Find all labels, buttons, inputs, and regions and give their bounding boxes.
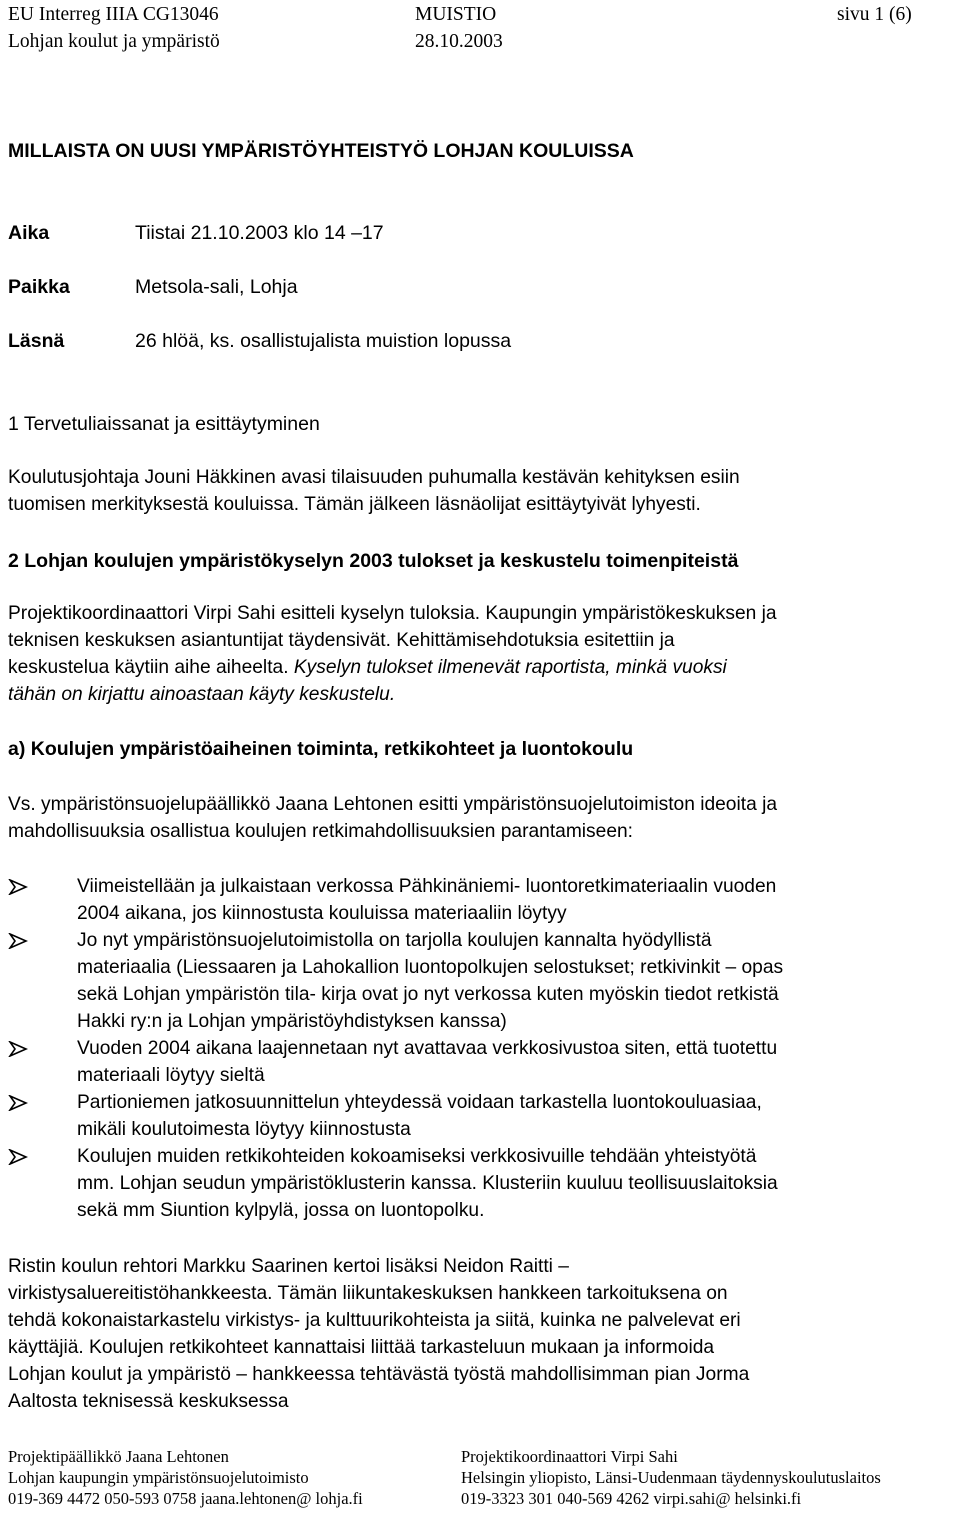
section2-line4-italic: tähän on kirjattu ainoastaan käyty keskustelu. bbox=[8, 684, 396, 705]
arrowhead-bullet-icon bbox=[8, 879, 28, 895]
footer-contact-left bbox=[8, 1446, 363, 1509]
meta-lasna-label: Läsnä bbox=[8, 330, 65, 352]
idea-bullet-list bbox=[8, 873, 956, 1224]
subsection-a-heading: a) Koulujen ympäristöaiheinen toiminta, retkikohteet ja luontokoulu bbox=[8, 738, 634, 760]
section1-paragraph bbox=[8, 464, 956, 518]
section2-line3-italic: Kyselyn tulokset ilmenevät raportista, minkä vuoksi bbox=[293, 657, 727, 678]
header-subproject: Lohjan koulut ja ympäristö bbox=[8, 31, 220, 52]
section2-line3-plain: keskustelua käytiin aihe aiheelta. bbox=[8, 657, 294, 678]
footer-left-contact: 019-369 4472 050-593 0758 jaana.lehtonen@ lohja.fi bbox=[8, 1489, 363, 1508]
intro-line: mahdollisuuksia osallistua koulujen retkimahdollisuuksien parantamiseen: bbox=[8, 821, 633, 842]
list-item-line: sekä mm Siuntion kylpylä, jossa on luontopolku. bbox=[77, 1200, 485, 1221]
closing-line: Ristin koulun rehtori Markku Saarinen kertoi lisäksi Neidon Raitti – bbox=[8, 1256, 569, 1277]
meta-lasna-value: 26 hlöä, ks. osallistujalista muistion lopussa bbox=[135, 330, 512, 352]
section2-line bbox=[8, 681, 956, 708]
meta-aika-value: Tiistai 21.10.2003 klo 14 –17 bbox=[135, 222, 384, 244]
arrowhead-bullet-icon bbox=[8, 1041, 28, 1057]
section1-line: Koulutusjohtaja Jouni Häkkinen avasi tilaisuuden puhumalla kestävän kehityksen esiin bbox=[8, 467, 740, 488]
section1-heading: 1 Tervetuliaissanat ja esittäytyminen bbox=[8, 413, 320, 435]
list-item-line: Jo nyt ympäristönsuojelutoimistolla on tarjolla koulujen kannalta hyödyllistä bbox=[77, 930, 712, 951]
list-item-line: mikäli koulutoimesta löytyy kiinnostusta bbox=[77, 1119, 411, 1140]
section2-line bbox=[8, 654, 956, 681]
meta-paikka-value: Metsola-sali, Lohja bbox=[135, 276, 298, 298]
list-item-line: sekä Lohjan ympäristön tila- kirja ovat jo nyt verkossa kuten myöskin tiedot retkistä bbox=[77, 984, 779, 1005]
footer-left-name: Projektipäällikkö Jaana Lehtonen bbox=[8, 1447, 229, 1466]
subsection-a-intro bbox=[8, 791, 956, 845]
closing-line: käyttäjiä. Koulujen retkikohteet kannattaisi liittää tarkasteluun mukaan ja informoida bbox=[8, 1337, 715, 1358]
footer-right-contact: 019-3323 301 040-569 4262 virpi.sahi@ helsinki.fi bbox=[461, 1489, 802, 1508]
footer-right-name: Projektikoordinaattori Virpi Sahi bbox=[461, 1447, 678, 1466]
section2-heading: 2 Lohjan koulujen ympäristökyselyn 2003 tulokset ja keskustelu toimenpiteistä bbox=[8, 550, 739, 572]
header-doc-type: MUISTIO bbox=[415, 4, 497, 25]
list-item-line: Hakki ry:n ja Lohjan ympäristöyhdistyksen kanssa) bbox=[77, 1011, 507, 1032]
list-item bbox=[8, 1143, 956, 1224]
section2-line: Projektikoordinaattori Virpi Sahi esitteli kyselyn tuloksia. Kaupungin ympäristökeskuksen ja bbox=[8, 603, 777, 624]
list-item bbox=[8, 1035, 956, 1089]
header-page-number: sivu 1 (6) bbox=[837, 4, 912, 25]
list-item bbox=[8, 1089, 956, 1143]
header-date: 28.10.2003 bbox=[415, 31, 503, 52]
list-item-line: Viimeistellään ja julkaistaan verkossa Pähkinäniemi- luontoretkimateriaalin vuoden bbox=[77, 876, 777, 897]
arrowhead-bullet-icon bbox=[8, 1095, 28, 1111]
section1-line: tuomisen merkityksestä kouluissa. Tämän jälkeen läsnäolijat esittäytyivät lyhyesti. bbox=[8, 494, 701, 515]
list-item-line: Vuoden 2004 aikana laajennetaan nyt avattavaa verkkosivustoa siten, että tuotettu bbox=[77, 1038, 778, 1059]
closing-line: virkistysaluereitistöhankkeesta. Tämän liikuntakeskuksen hankkeen tarkoituksena on bbox=[8, 1283, 728, 1304]
section2-line: teknisen keskuksen asiantuntijat täydensivät. Kehittämisehdotuksia esitettiin ja bbox=[8, 630, 675, 651]
meta-aika-label: Aika bbox=[8, 222, 50, 244]
list-item-line: Koulujen muiden retkikohteiden kokoamiseksi verkkosivuille tehdään yhteistyötä bbox=[77, 1146, 757, 1167]
closing-line: Lohjan koulut ja ympäristö – hankkeessa tehtävästä työstä mahdollisimman pian Jorma bbox=[8, 1364, 750, 1385]
list-item-line: Partioniemen jatkosuunnittelun yhteydessä voidaan tarkastella luontokouluasiaa, bbox=[77, 1092, 762, 1113]
list-item-line: mm. Lohjan seudun ympäristöklusterin kanssa. Klusteriin kuuluu teollisuuslaitoksia bbox=[77, 1173, 778, 1194]
closing-paragraph bbox=[8, 1253, 956, 1415]
intro-line: Vs. ympäristönsuojelupäällikkö Jaana Lehtonen esitti ympäristönsuojelutoimiston ideoita ja bbox=[8, 794, 777, 815]
section2-paragraph bbox=[8, 600, 956, 708]
list-item bbox=[8, 927, 956, 1035]
list-item bbox=[8, 873, 956, 927]
list-item-line: materiaali löytyy sieltä bbox=[77, 1065, 265, 1086]
closing-line: Aaltosta teknisessä keskuksessa bbox=[8, 1391, 289, 1412]
list-item-line: 2004 aikana, jos kiinnostusta kouluissa materiaaliin löytyy bbox=[77, 903, 567, 924]
closing-line: tehdä kokonaistarkastelu virkistys- ja kulttuurikohteista ja siitä, kuinka ne palvelevat eri bbox=[8, 1310, 741, 1331]
document-title: MILLAISTA ON UUSI YMPÄRISTÖYHTEISTYÖ LOHJAN KOULUISSA bbox=[8, 140, 634, 162]
arrowhead-bullet-icon bbox=[8, 933, 28, 949]
footer-contact-right bbox=[461, 1446, 881, 1509]
footer-left-org: Lohjan kaupungin ympäristönsuojelutoimisto bbox=[8, 1468, 309, 1487]
meta-paikka-label: Paikka bbox=[8, 276, 70, 298]
list-item-line: materiaalia (Liessaaren ja Lahokallion luontopolkujen selostukset; retkivinkit – opas bbox=[77, 957, 784, 978]
header-project: EU Interreg IIIA CG13046 bbox=[8, 4, 219, 25]
footer-right-org: Helsingin yliopisto, Länsi-Uudenmaan täydennyskoulutuslaitos bbox=[461, 1468, 881, 1487]
arrowhead-bullet-icon bbox=[8, 1149, 28, 1165]
